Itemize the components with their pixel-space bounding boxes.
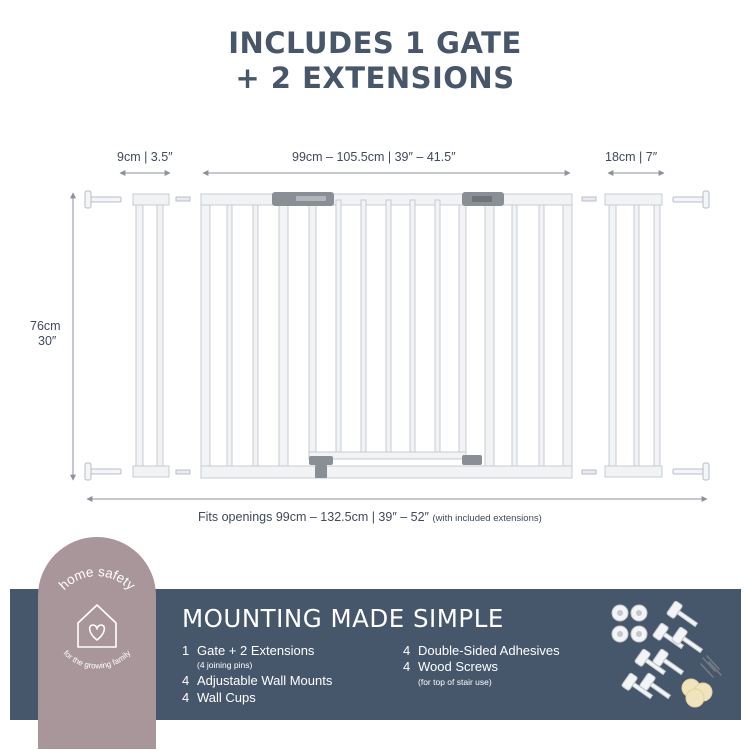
list-item-qty: 4 bbox=[403, 659, 411, 674]
home-safety-badge-artwork bbox=[38, 537, 156, 750]
list-item-label: Wall Cups bbox=[197, 690, 256, 705]
main-gate bbox=[201, 194, 572, 478]
list-item-adhesives bbox=[403, 643, 560, 658]
list-item-gate-extensions bbox=[182, 643, 314, 658]
left-extension-width-label: 9cm | 3.5″ bbox=[117, 150, 173, 164]
wall-cup-icons bbox=[612, 605, 647, 642]
list-item-note: (4 joining pins) bbox=[197, 660, 253, 670]
house-heart-icon bbox=[78, 605, 116, 647]
height-cm-label: 76cm bbox=[30, 319, 61, 333]
left-extension-panel bbox=[133, 194, 169, 477]
gate-width-label: 99cm – 105.5cm | 39″ – 41.5″ bbox=[292, 150, 456, 164]
list-item-note: (for top of stair use) bbox=[418, 677, 492, 687]
list-item-qty: 4 bbox=[182, 690, 190, 705]
fits-openings-label bbox=[198, 510, 542, 524]
list-item-wood-screws bbox=[403, 659, 498, 674]
gate-hinge-bottom-right bbox=[462, 455, 482, 465]
right-wall-mount-bottom bbox=[673, 463, 709, 480]
title-line-2: + 2 EXTENSIONS bbox=[235, 61, 515, 95]
list-item-label: Wood Screws bbox=[418, 659, 498, 674]
gate-latch-top-right bbox=[462, 192, 504, 206]
list-item-label: Gate + 2 Extensions bbox=[197, 643, 315, 658]
right-wall-mount-top bbox=[673, 191, 709, 208]
right-extension-panel bbox=[605, 194, 662, 477]
fits-openings-text: Fits openings 99cm – 132.5cm | 39″ – 52″ bbox=[198, 510, 429, 524]
mounting-heading: MOUNTING MADE SIMPLE bbox=[182, 604, 504, 633]
left-wall-mount-top bbox=[85, 191, 121, 208]
list-item-label: Double-Sided Adhesives bbox=[418, 643, 560, 658]
list-item-wall-mounts bbox=[182, 673, 332, 688]
gate-latch-top-left bbox=[272, 192, 334, 206]
fits-openings-note: (with included extensions) bbox=[432, 513, 542, 524]
list-item-qty: 4 bbox=[403, 643, 411, 658]
hardware-parts-illustration bbox=[603, 596, 731, 712]
badge-bottom-text: for the growing family bbox=[61, 648, 133, 671]
list-item-wall-cups bbox=[182, 690, 256, 705]
right-extension-width-label: 18cm | 7″ bbox=[605, 150, 658, 164]
height-in-label: 30″ bbox=[38, 334, 57, 348]
list-item-qty: 4 bbox=[182, 673, 190, 688]
left-wall-mount-bottom bbox=[85, 463, 121, 480]
title-line-1: INCLUDES 1 GATE bbox=[228, 26, 522, 60]
wood-screw-icons bbox=[701, 656, 721, 677]
adhesive-pad-icons bbox=[682, 679, 712, 707]
badge-top-text: home safety bbox=[55, 564, 139, 593]
list-item-label: Adjustable Wall Mounts bbox=[197, 673, 333, 688]
list-item-qty: 1 bbox=[182, 643, 190, 658]
